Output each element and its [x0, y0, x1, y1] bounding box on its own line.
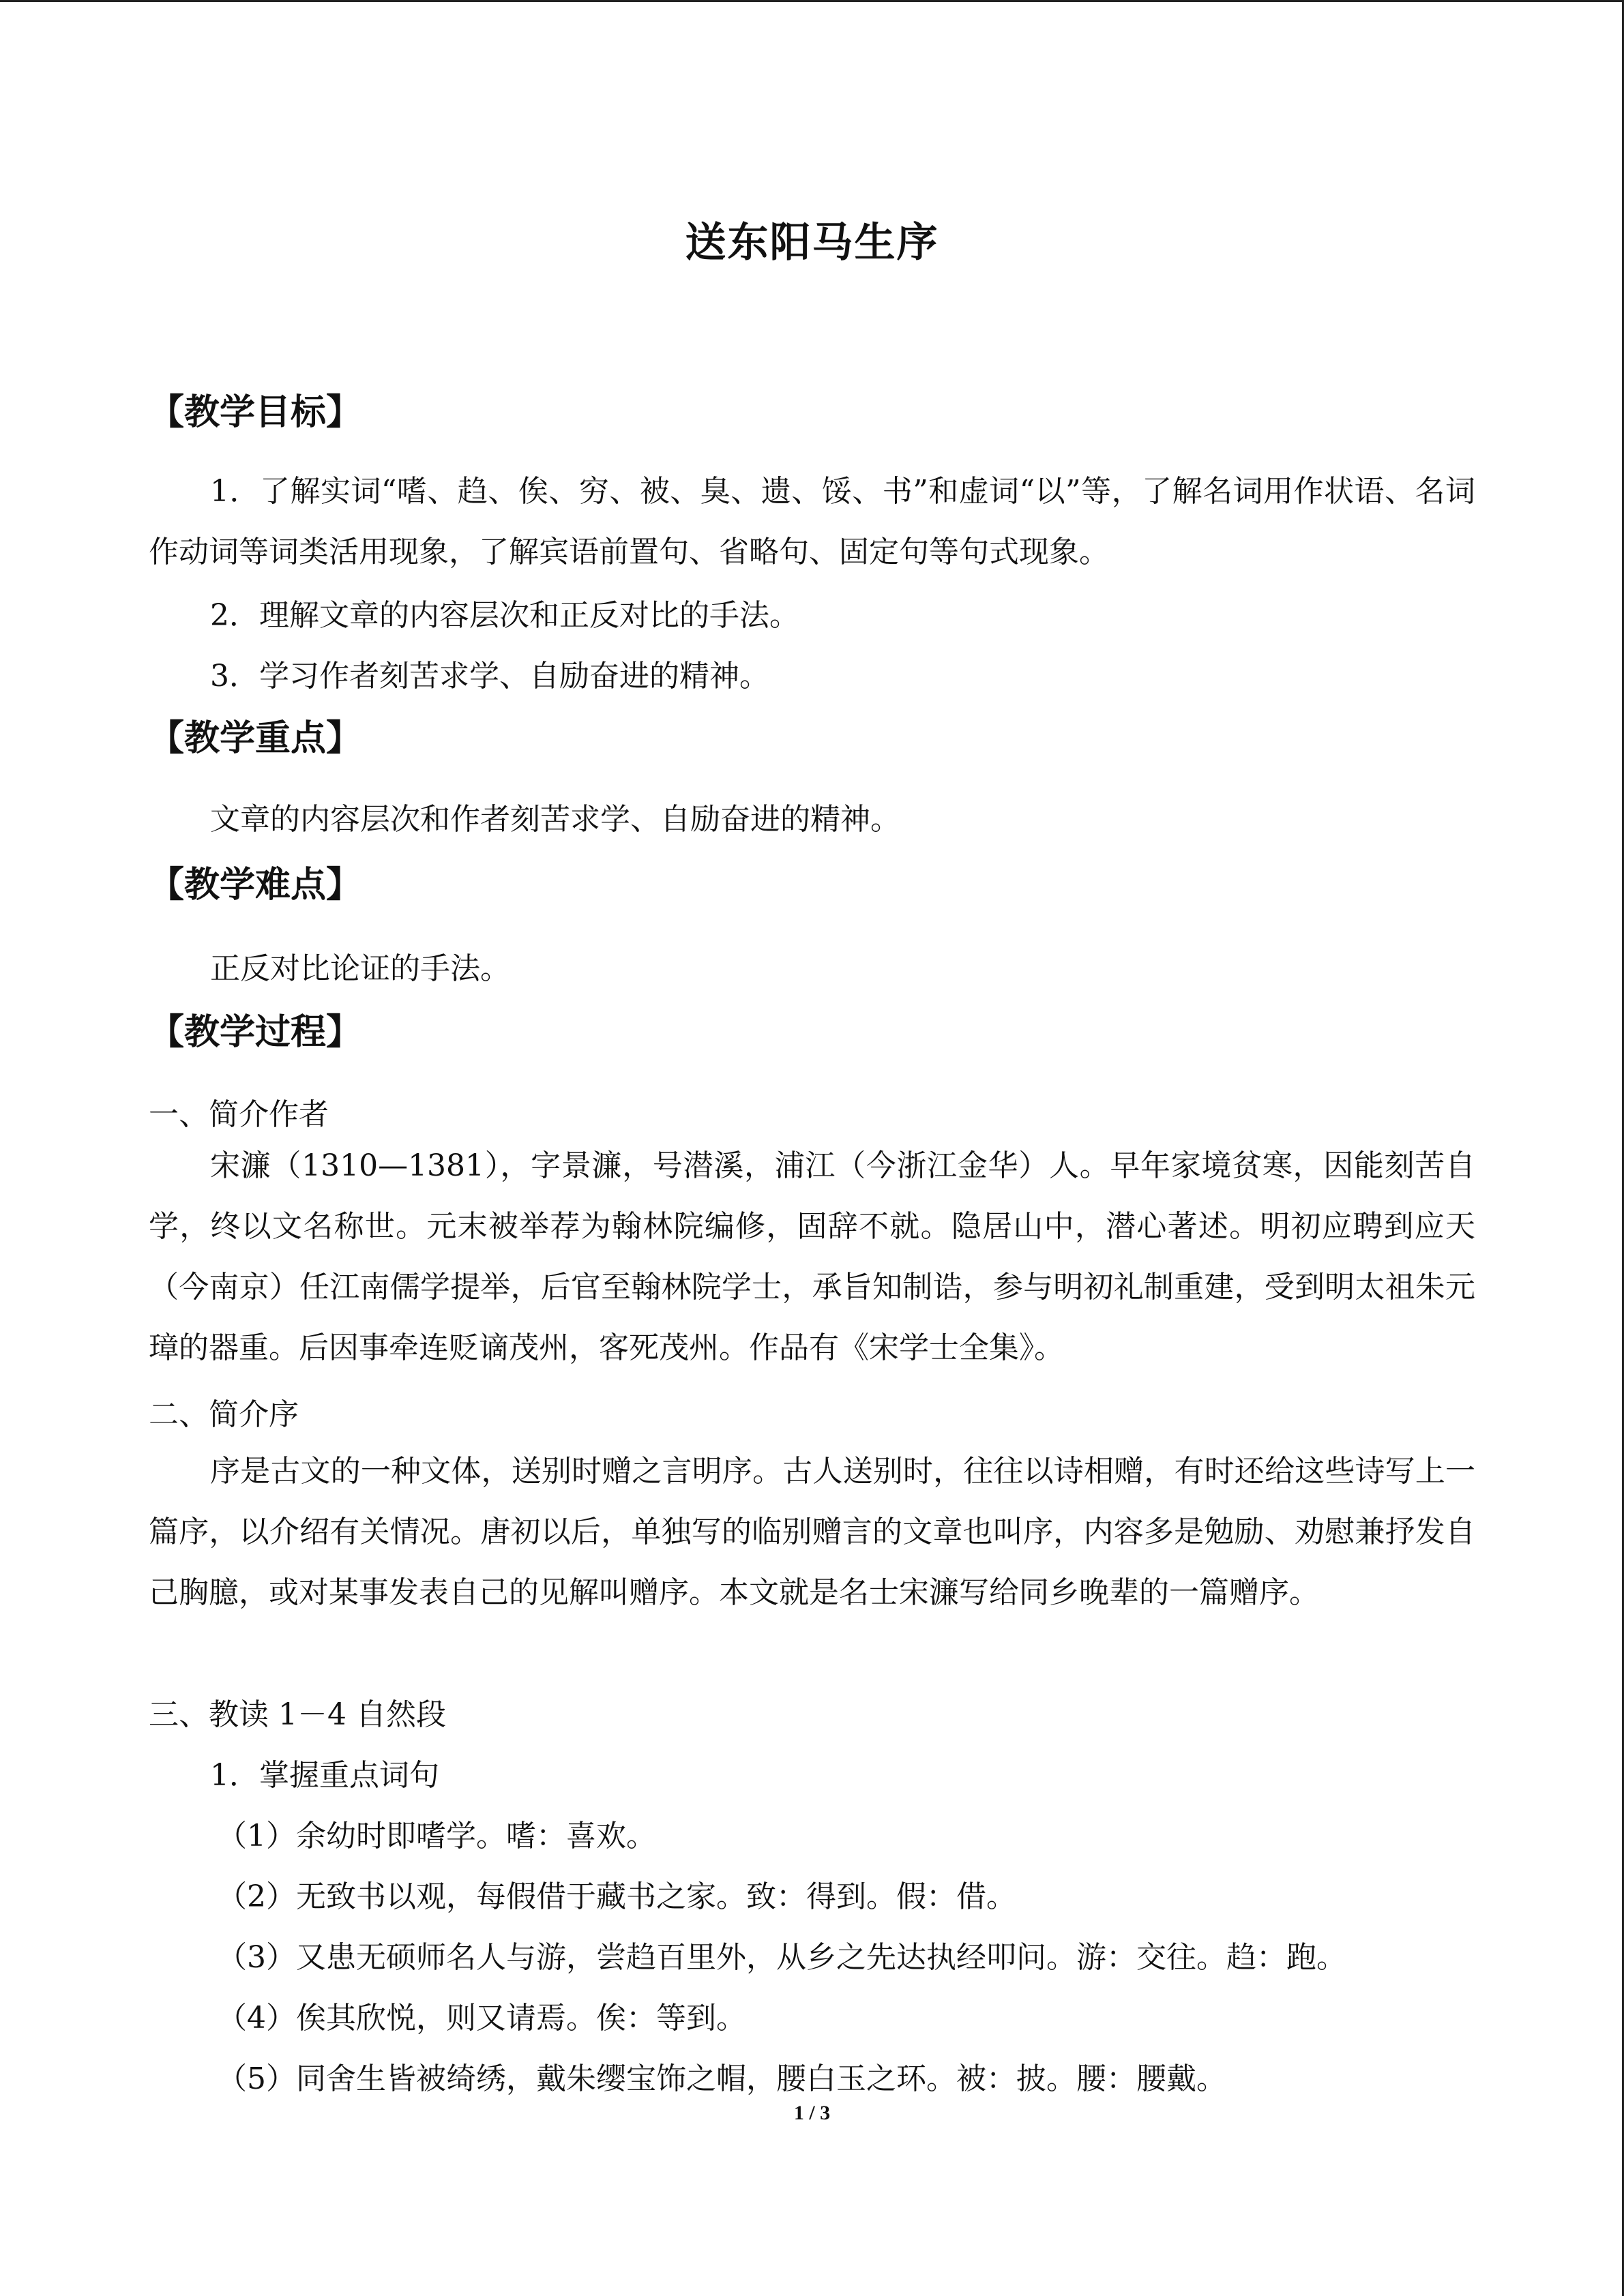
part1-title: 一、简介作者: [149, 1097, 329, 1132]
objectives-heading: 【教学目标】: [149, 392, 362, 433]
part3-title: 三、教读 1－4 自然段: [149, 1697, 446, 1732]
objective-item-2: 2．理解文章的内容层次和正反对比的手法。: [210, 598, 799, 633]
part3-subtitle: 1．掌握重点词句: [210, 1758, 439, 1793]
process-heading: 【教学过程】: [149, 1012, 362, 1053]
part1-text: 宋濂（1310—1381），字景濂，号潜溪，浦江（今浙江金华）人。早年家境贫寒，因能刻苦自学，终以文名称世。元末被举荐为翰林院编修，固辞不就。隐居山中，潜心著述。明初应聘到应天（今南京）任江南儒学提举，后官至翰林院学士，承旨知制诰，参与明初礼制重建，受到明太祖朱元璋的器重。后因事牵连贬谪茂州，客死茂州。作品有《宋学士全集》。: [149, 1148, 1475, 1365]
part2-text: 序是古文的一种文体，送别时赠之言明序。古人送别时，往往以诗相赠，有时还给这些诗写上一篇序，以介绍有关情况。唐初以后，单独写的临别赠言的文章也叫序，内容多是勉励、劝慰兼抒发自己胸臆，或对某事发表自己的见解叫赠序。本文就是名士宋濂写给同乡晚辈的一篇赠序。: [149, 1454, 1475, 1610]
key-points-heading: 【教学重点】: [149, 718, 362, 759]
difficulties-text: 正反对比论证的手法。: [210, 951, 510, 986]
vocab-item-5: （5）同舍生皆被绮绣，戴朱缨宝饰之帽，腰白玉之环。被：披。腰：腰戴。: [217, 2061, 1226, 2096]
vocab-item-2: （2）无致书以观，每假借于藏书之家。致：得到。假：借。: [217, 1879, 1016, 1914]
vocab-item-1: （1）余幼时即嗜学。嗜：喜欢。: [217, 1819, 656, 1853]
vocab-item-4: （4）俟其欣悦，则又请焉。俟：等到。: [217, 2001, 746, 2036]
part2-title: 二、简介序: [149, 1397, 299, 1432]
page-number: 1 / 3: [793, 2102, 831, 2124]
document-title: 送东阳马生序: [685, 219, 939, 267]
objective-item-1: 1．了解实词“嗜、趋、俟、穷、被、臭、遗、馁、书”和虚词“以”等，了解名词用作状语、名词作动词等词类活用现象，了解宾语前置句、省略句、固定句等句式现象。: [149, 474, 1475, 569]
difficulties-heading: 【教学难点】: [149, 865, 362, 906]
objective-item-3: 3．学习作者刻苦求学、自励奋进的精神。: [210, 659, 769, 694]
vocab-item-3: （3）又患无硕师名人与游，尝趋百里外，从乡之先达执经叩问。游：交往。趋：跑。: [217, 1940, 1346, 1975]
key-points-text: 文章的内容层次和作者刻苦求学、自励奋进的精神。: [210, 802, 900, 837]
